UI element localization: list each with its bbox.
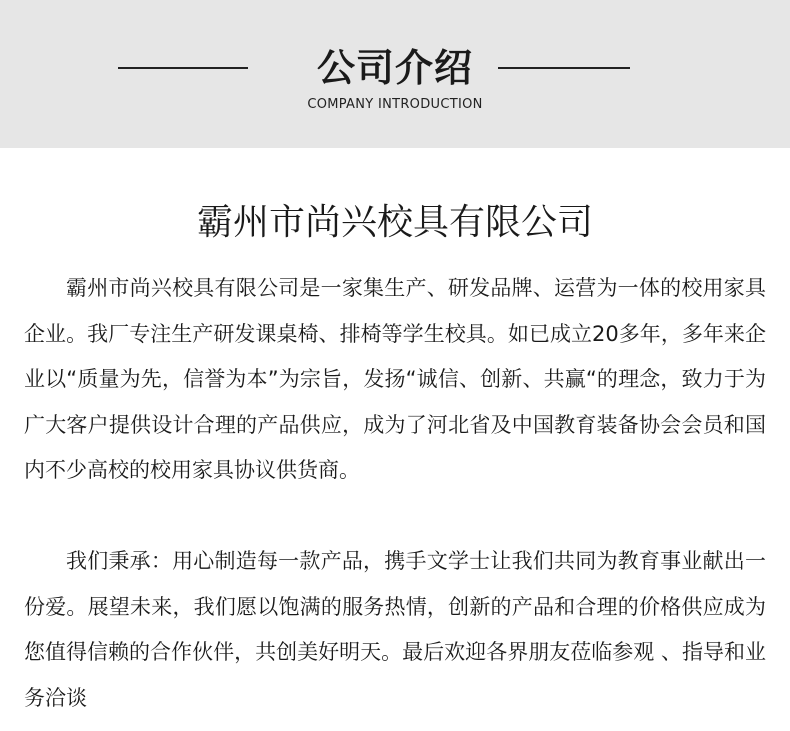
company-name: 霸州市尚兴校具有限公司	[196, 202, 593, 243]
commitment-paragraph: 我们秉承：用心制造每一款产品，携手文学士让我们共同为教育事业献出一份爱。展望未来，我们愿以饱满的服务热情，创新的产品和合理的价格供应成为您值得信赖的合作伙伴，共创美好明天。最后欢迎各界朋友莅临参观 、指导和业务洽谈	[24, 549, 766, 710]
intro-paragraph: 霸州市尚兴校具有限公司是一家集生产、研发品牌、运营为一体的校用家具企业。我厂专注生产研发课桌椅、排椅等学生校具。如已成立20多年，多年来企业以“质量为先，信誉为本”为宗旨，发扬“诚信、创新、共赢“的理念，致力于为广大客户提供设计合理的产品供应，成为了河北省及中国教育装备协会会员和国内不少高校的校用家具协议供货商。	[24, 276, 766, 482]
section-subtitle: COMPANY INTRODUCTION	[307, 97, 483, 112]
title-divider-right	[498, 67, 630, 69]
section-title: 公司介绍	[316, 46, 473, 90]
header-band	[0, 0, 790, 148]
